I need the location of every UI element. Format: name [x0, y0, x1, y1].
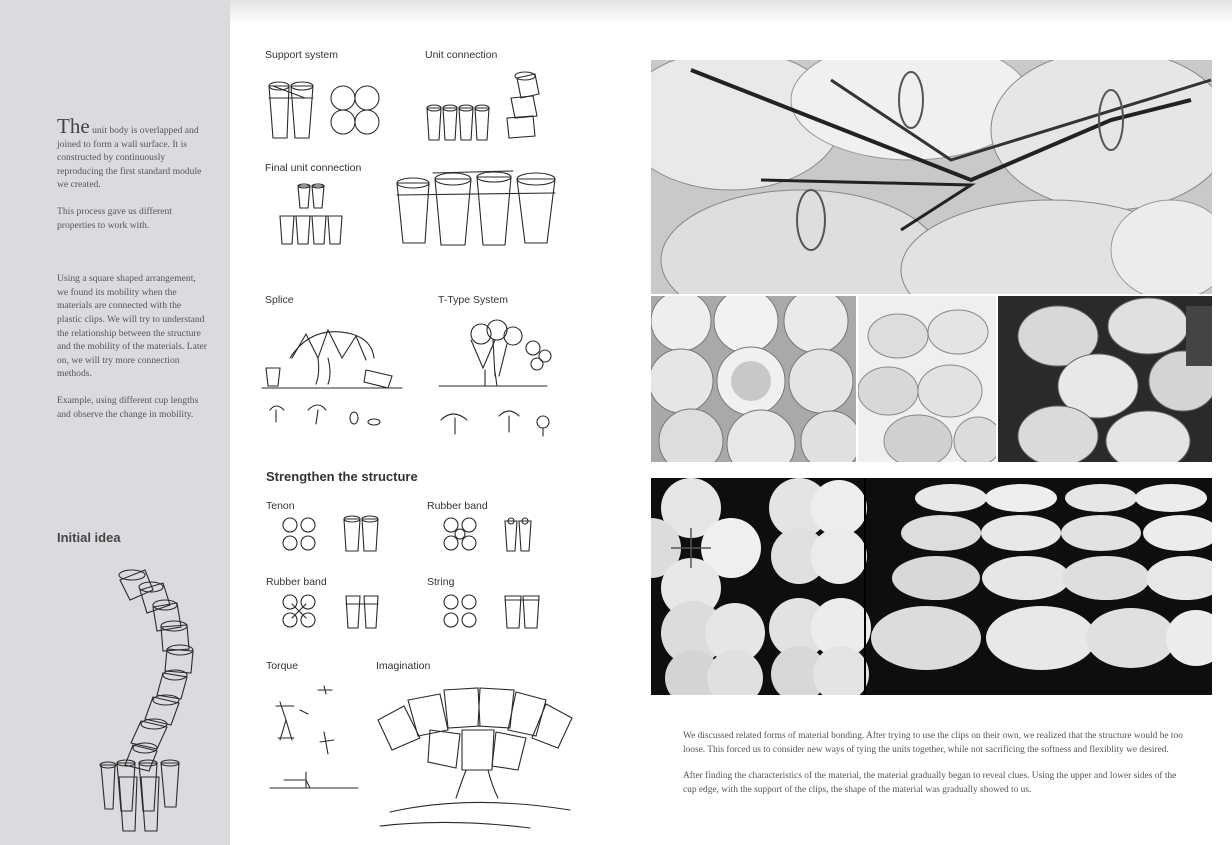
label-final-unit-connection: Final unit connection: [265, 162, 362, 174]
label-imagination: Imagination: [376, 660, 431, 672]
intro-text: [57, 114, 207, 434]
initial-idea-sketch: [95, 565, 210, 840]
photo-cup-grid-side: [858, 296, 996, 462]
intro-lead-rest: unit body is overlapped and joined to form a wall surface. It is constructed by continuously reproducing the first standard module we created.: [57, 125, 202, 191]
label-string: String: [427, 576, 455, 588]
rubber-band-1-sketch: [441, 513, 541, 555]
label-splice: Splice: [265, 294, 294, 306]
photo-clip-structure-closeup: [651, 60, 1212, 294]
intro-paragraph-2: This process gave us different properties to work with.: [57, 205, 172, 231]
imagination-sketch: [370, 682, 590, 842]
splice-sketch: [262, 314, 412, 434]
photo-cup-grid-front: [651, 296, 856, 462]
photo-four-cups-top-view: [651, 478, 1212, 695]
bottom-paragraph-1: We discussed related forms of material bonding. After trying to use the clips on their own, we realized that the structure would be too loose. This forced us to consider new ways of tying the units together, while not sacrificing the softness and flexiblity we desired.: [683, 731, 1183, 755]
rubber-band-2-sketch: [280, 590, 390, 632]
final-unit-connection-small-sketch: [278, 182, 350, 248]
support-system-sketch: [265, 78, 390, 143]
torque-sketch: [266, 680, 366, 800]
bottom-description: [683, 730, 1188, 810]
label-t-type-system: T-Type System: [438, 294, 509, 306]
label-support-system: Support system: [265, 49, 338, 61]
intro-paragraph-3: Using a square shaped arrangement, we found its mobility when the materials are connected with the plastic clips. We will try to understand the relationship between the structure and the mobility of the materials. Later on, we will try more connection methods.: [57, 273, 207, 380]
unit-connection-sketch: [425, 72, 555, 144]
string-sketch: [441, 590, 551, 632]
top-shade: [230, 0, 1232, 24]
final-unit-connection-large-sketch: [393, 165, 561, 250]
label-unit-connection: Unit connection: [425, 49, 498, 61]
label-rubber-band-1: Rubber band: [427, 500, 488, 512]
tenon-sketch: [280, 513, 390, 555]
label-tenon: Tenon: [266, 500, 295, 512]
bottom-paragraph-2: After finding the characteristics of the material, the material gradually began to reveal clues. Using the upper and lower sides of the cup edge, with the support of the clips, the shape of the material was gradually showed to us.: [683, 771, 1177, 795]
heading-strengthen-structure: Strengthen the structure: [266, 469, 418, 484]
intro-lead-word: The: [57, 114, 90, 138]
intro-paragraph-4: Example, using different cup lengths and observe the change in mobility.: [57, 394, 199, 420]
label-torque: Torque: [266, 660, 299, 672]
photo-cup-grid-dark: [998, 296, 1212, 462]
label-rubber-band-2: Rubber band: [266, 576, 327, 588]
t-type-system-sketch: [437, 316, 562, 441]
initial-idea-title: Initial idea: [57, 530, 121, 545]
